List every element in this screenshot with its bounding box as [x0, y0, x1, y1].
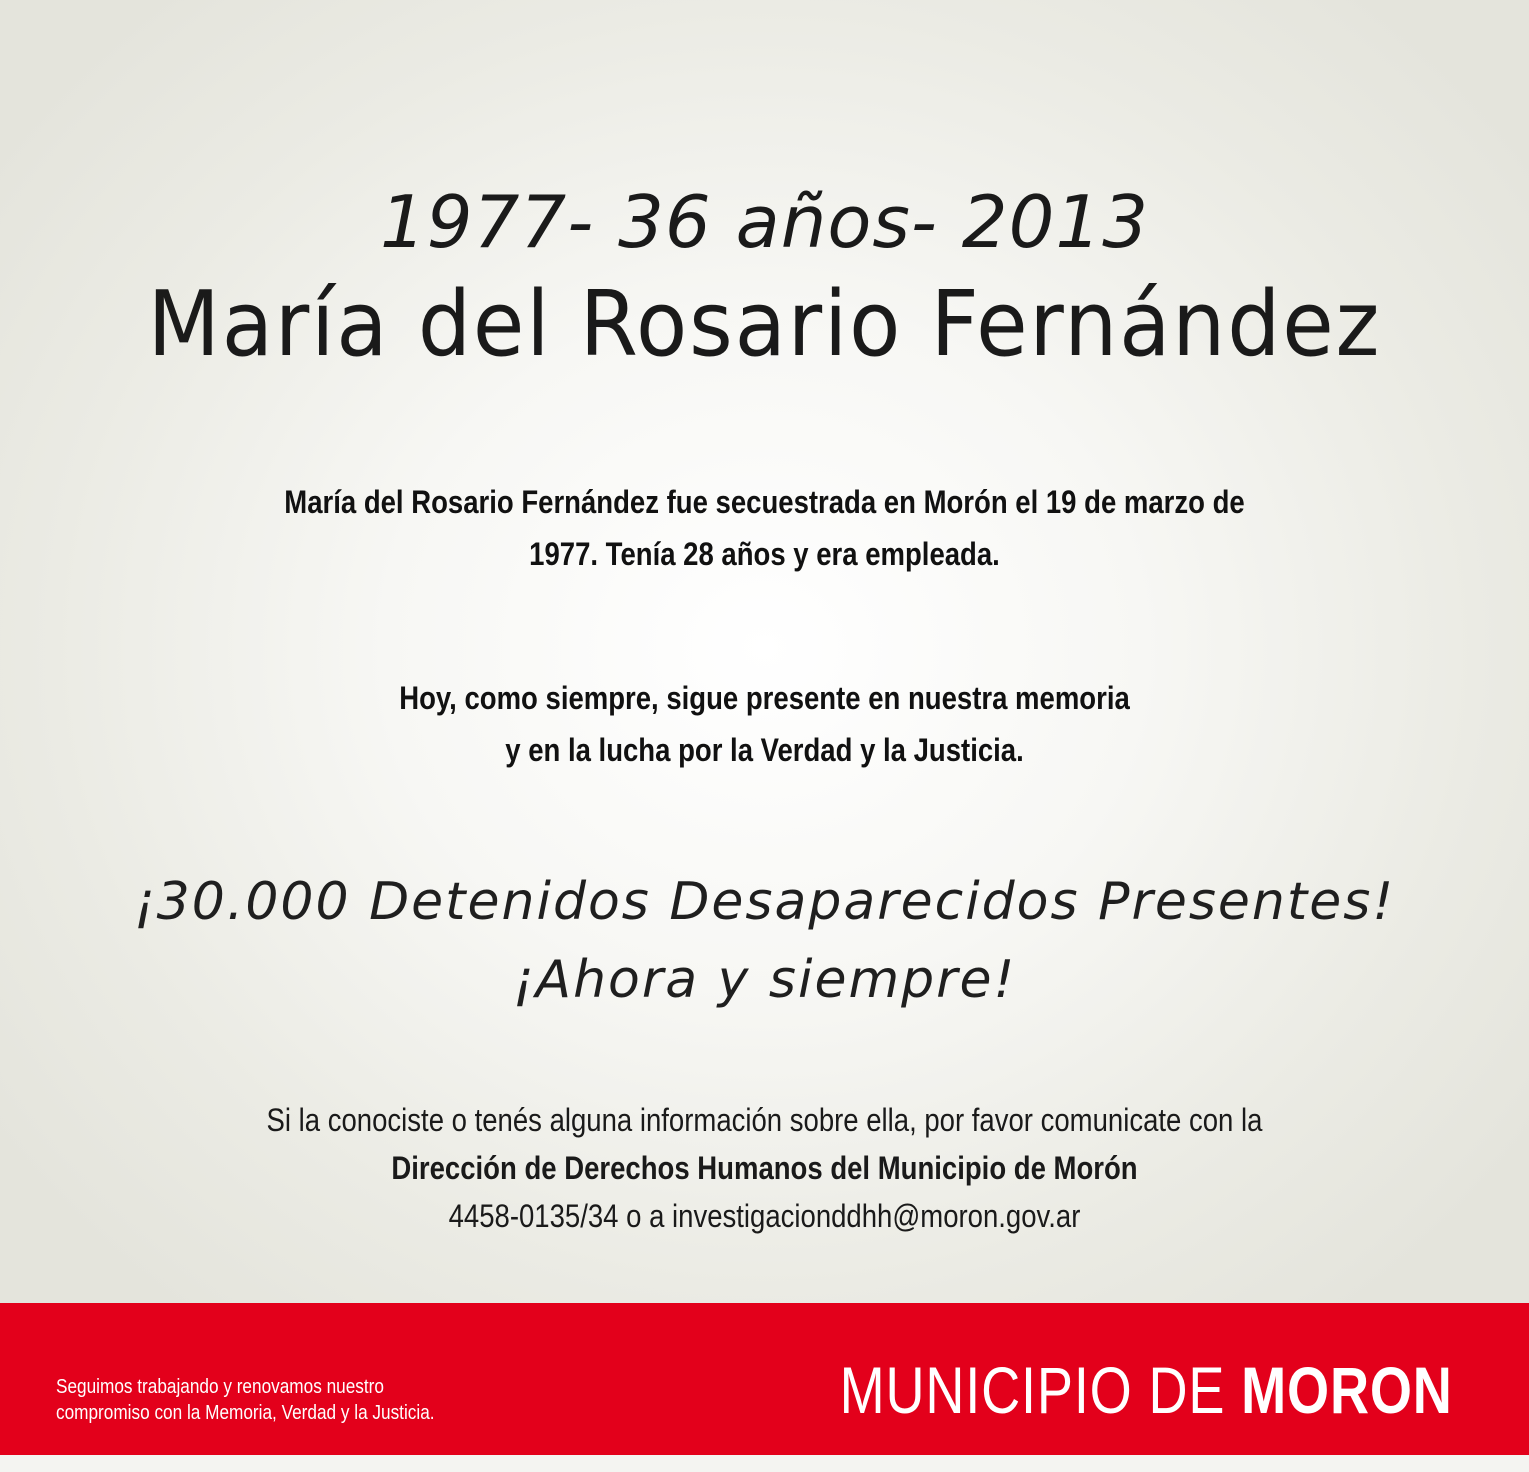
- person-name-title: María del Rosario Fernández: [147, 272, 1382, 377]
- motto-line-1: Seguimos trabajando y renovamos nuestro: [56, 1376, 384, 1398]
- years-heading: 1977- 36 años- 2013: [379, 180, 1150, 264]
- abduction-line-1: María del Rosario Fernández fue secuestrada en Morón el 19 de marzo de: [284, 484, 1245, 520]
- municipality-logo: [840, 1352, 1453, 1428]
- logo-text-light: MUNICIPIO DE: [839, 1353, 1226, 1427]
- abduction-paragraph: [107, 476, 1422, 580]
- abduction-line-2: 1977. Tenía 28 años y era empleada.: [529, 536, 1000, 572]
- contact-office: Dirección de Derechos Humanos del Municipio de Morón: [391, 1150, 1138, 1186]
- footer-bottom-strip: [0, 1455, 1529, 1472]
- contact-phone-email: 4458-0135/34 o a investigacionddhh@moron.gov.ar: [448, 1198, 1081, 1234]
- logo-text-bold: MORON: [1241, 1353, 1453, 1427]
- memory-line-1: Hoy, como siempre, sigue presente en nuestra memoria: [399, 680, 1130, 716]
- footer-motto: [56, 1374, 435, 1426]
- slogan-line-2: ¡Ahora y siempre!: [512, 950, 1017, 1010]
- motto-line-2: compromiso con la Memoria, Verdad y la Justicia.: [56, 1402, 435, 1424]
- memory-line-2: y en la lucha por la Verdad y la Justicia.: [505, 732, 1024, 768]
- slogan-line-1: ¡30.000 Detenidos Desaparecidos Presentes!: [133, 872, 1396, 932]
- contact-intro: Si la conociste o tenés alguna información sobre ella, por favor comunicate con la: [266, 1102, 1263, 1138]
- memory-paragraph: [107, 672, 1422, 776]
